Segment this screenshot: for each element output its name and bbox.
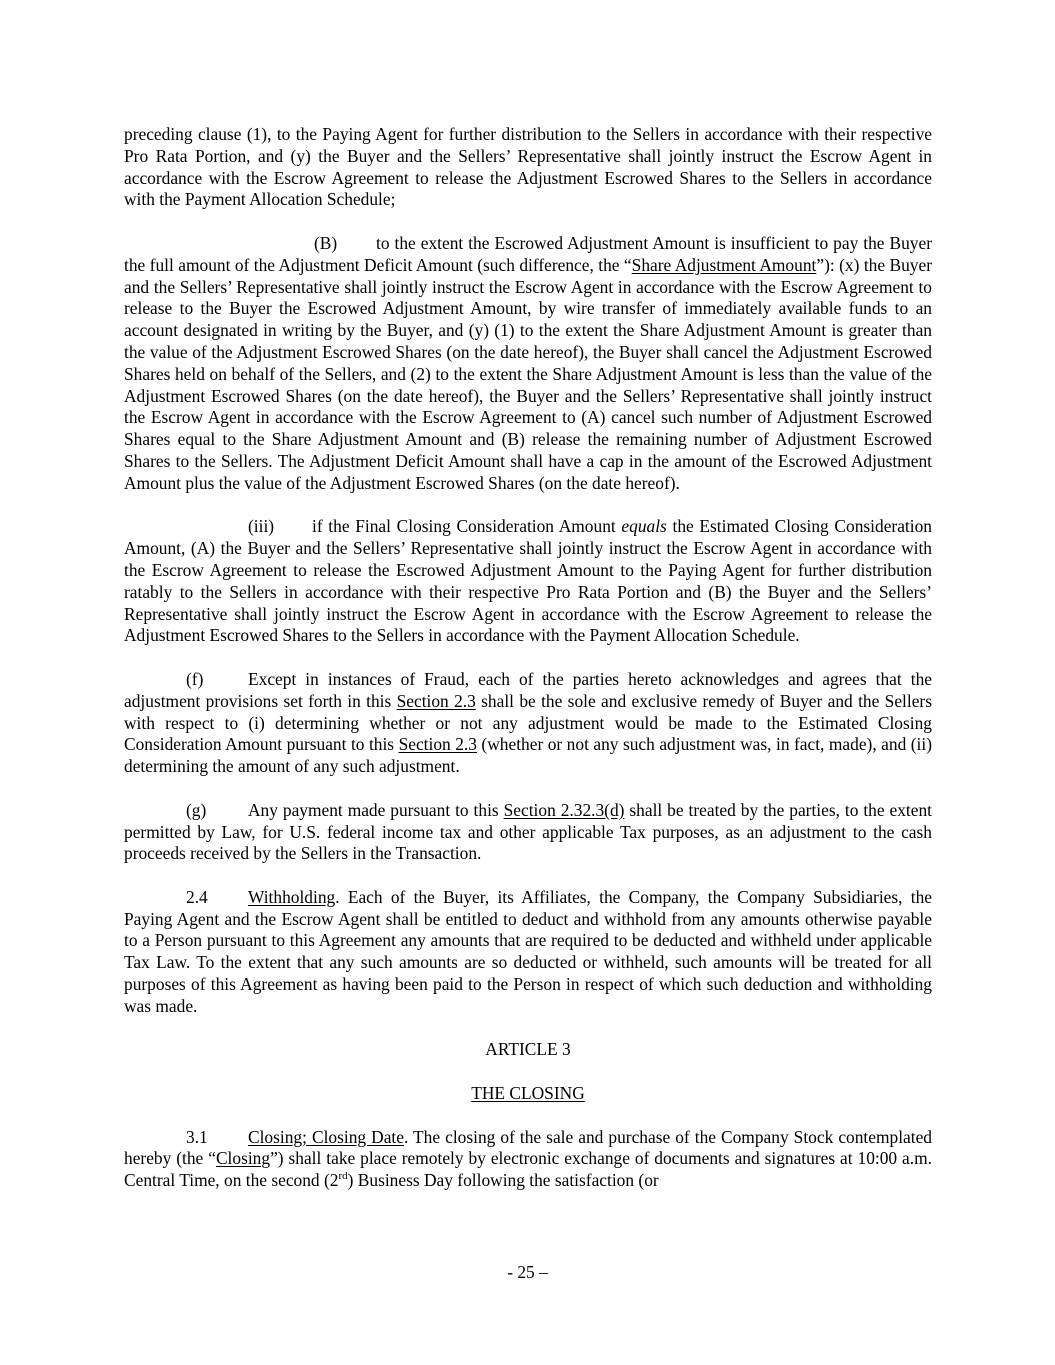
- ordinal-superscript: rd: [338, 1170, 348, 1183]
- paragraph-f: (f) Except in instances of Fraud, each of the parties hereto acknowledges and agrees that the adjustment provisions set forth in this Section 2.3 shall be the sole and exclusive remedy of Buyer and the Sellers with respect to (i) determining whether or not any adjustment would be made to the Estimated Closing Consideration Amount pursuant to this Section 2.3 (whether or not any such adjustment was, in fact, made), and (ii) determining the amount of any such adjustment.: [124, 668, 933, 777]
- clause-label: (B): [314, 232, 338, 253]
- section-heading: Withholding: [248, 886, 336, 907]
- defined-term-share-adjustment-amount: Share Adjustment Amount: [631, 254, 817, 275]
- section-reference: Section 2.3: [398, 734, 477, 755]
- paragraph-B: (B) to the extent the Escrowed Adjustment Amount is insufficient to pay the Buyer the full amount of the Adjustment Deficit Amount (such difference, the “Share Adjustment Amount”): (x) the Buyer and the Sellers’ Representative shall jointly instruct the Escrow Agent in accordance with the Escrow Agreement to release to the Buyer the Escrowed Adjustment Amount, by wire transfer of immediately available funds to an account designated in writing by the Buyer, and (y) (1) to the extent the Share Adjustment Amount is greater than the value of the Adjustment Escrowed Shares (on the date hereof), the Buyer shall cancel the Adjustment Escrowed Shares held on behalf of the Sellers, and (2) to the extent the Share Adjustment Amount is less than the value of the Adjustment Escrowed Shares (on the date hereof), the Buyer and the Sellers’ Representative shall jointly instruct the Escrow Agent in accordance with the Escrow Agreement to (A) cancel such number of Adjustment Escrowed Shares equal to the Share Adjustment Amount and (B) release the remaining number of Adjustment Escrowed Shares to the Sellers. The Adjustment Deficit Amount shall have a cap in the amount of the Escrowed Adjustment Amount plus the value of the Adjustment Escrowed Shares (on the date hereof).: [124, 232, 932, 493]
- emphasis-equals: equals: [621, 516, 667, 537]
- paragraph-continuation: preceding clause (1), to the Paying Agent for further distribution to the Sellers in accordance with their respective Pro Rata Portion, and (y) the Buyer and the Sellers’ Representative shall jointly instruct the Escrow Agent in accordance with the Escrow Agreement to release the Adjustment Escrowed Shares to the Sellers in accordance with the Payment Allocation Schedule;: [124, 124, 932, 210]
- paragraph-iii: (iii) if the Final Closing Consideration Amount equals the Estimated Closing Consideration Amount, (A) the Buyer and the Sellers’ Representative shall jointly instruct the Escrow Agent in accordance with the Escrow Agreement to release the Escrowed Adjustment Amount to the Paying Agent for further distribution ratably to the Sellers in accordance with their respective Pro Rata Portion and (B) the Buyer and the Sellers’ Representative shall jointly instruct the Escrow Agent in accordance with the Escrow Agreement to release the Adjustment Escrowed Shares to the Sellers in accordance with the Payment Allocation Schedule.: [124, 516, 932, 646]
- section-2-4: 2.4 Withholding. Each of the Buyer, its Affiliates, the Company, the Company Subsidiaries, the Paying Agent and the Escrow Agent shall be entitled to deduct and withhold from any amounts otherwise payable to a Person pursuant to this Agreement any amounts that are required to be deducted and withheld under applicable Tax Law. To the extent that any such amounts are so deducted or withheld, such amounts will be treated for all purposes of this Agreement as having been paid to the Person in respect of which such deduction and withholding was made.: [124, 886, 932, 1016]
- clause-label: (iii): [248, 516, 275, 537]
- clause-label: (f): [186, 668, 204, 689]
- section-number: 3.1: [186, 1126, 208, 1147]
- section-reference: Section 2.32.3(d): [503, 799, 625, 820]
- article-heading: ARTICLE 3: [485, 1039, 571, 1060]
- article-title: THE CLOSING: [471, 1083, 585, 1104]
- clause-label: (g): [186, 799, 207, 820]
- section-reference: Section 2.3: [396, 690, 476, 711]
- defined-term-closing: Closing: [215, 1148, 271, 1169]
- document-body: [124, 124, 932, 1214]
- section-heading: Closing; Closing Date: [248, 1126, 404, 1147]
- section-3-1: 3.1 Closing; Closing Date. The closing of the sale and purchase of the Company Stock contemplated hereby (the “Closing”) shall take place remotely by electronic exchange of documents and signatures at 10:00 a.m. Central Time, on the second (2rd) Business Day following the satisfaction (or: [124, 1126, 933, 1191]
- section-number: 2.4: [186, 886, 208, 907]
- paragraph-g: (g) Any payment made pursuant to this Section 2.32.3(d) shall be treated by the parties, to the extent permitted by Law, for U.S. federal income tax and other applicable Tax purposes, as an adjustment to the cash proceeds received by the Sellers in the Transaction.: [124, 799, 932, 864]
- page-number: - 25 –: [507, 1262, 548, 1282]
